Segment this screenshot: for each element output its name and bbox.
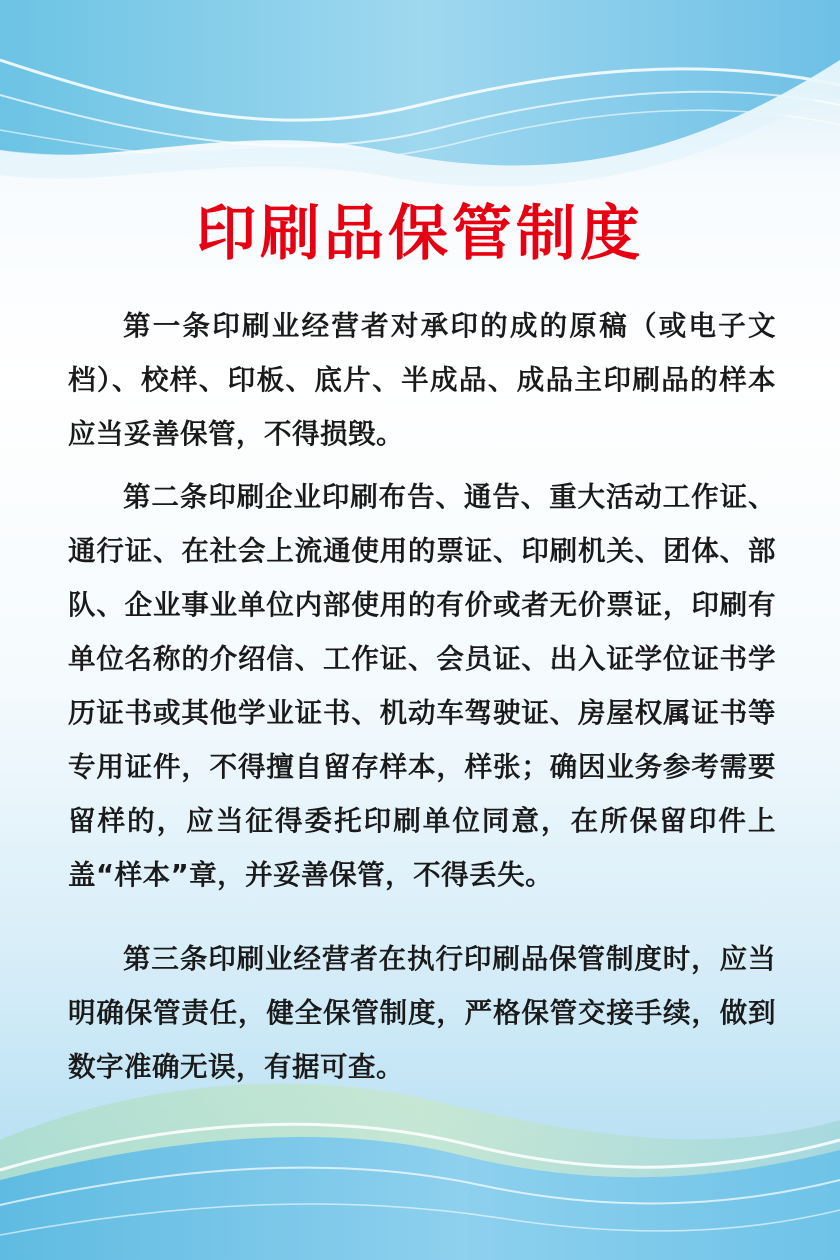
article-3: 第三条印刷业经营者在执行印刷品保管制度时，应当明确保管责任，健全保管制度，严格保管交接手续，做到数字准确无误，有据可查。 — [68, 943, 776, 1083]
article-2: 第二条印刷企业印刷布告、通告、重大活动工作证、通行证、在社会上流通使用的票证、印刷机关、团体、部队、企业事业单位内部使用的有价或者无价票证，印刷有单位名称的介绍信、工作证、会员证、出入证学位证书学历证书或其他学业证书、机动车驾驶证、房屋权属证书等专用证件，不得擅自留存样本，样张；确因业务参考需要留样的，应当征得委托印刷单位同意，在所保留印件上盖“样本”章，并妥善保管，不得丢失。 — [68, 481, 776, 891]
article-1: 第一条印刷业经营者对承印的成的原稿（或电子文档）、校样、印板、底片、半成品、成品主印刷品的样本应当妥善保管，不得损毁。 — [68, 310, 776, 450]
bottom-wave-decoration — [0, 1060, 840, 1260]
poster-title: 印刷品保管制度 — [196, 199, 644, 269]
